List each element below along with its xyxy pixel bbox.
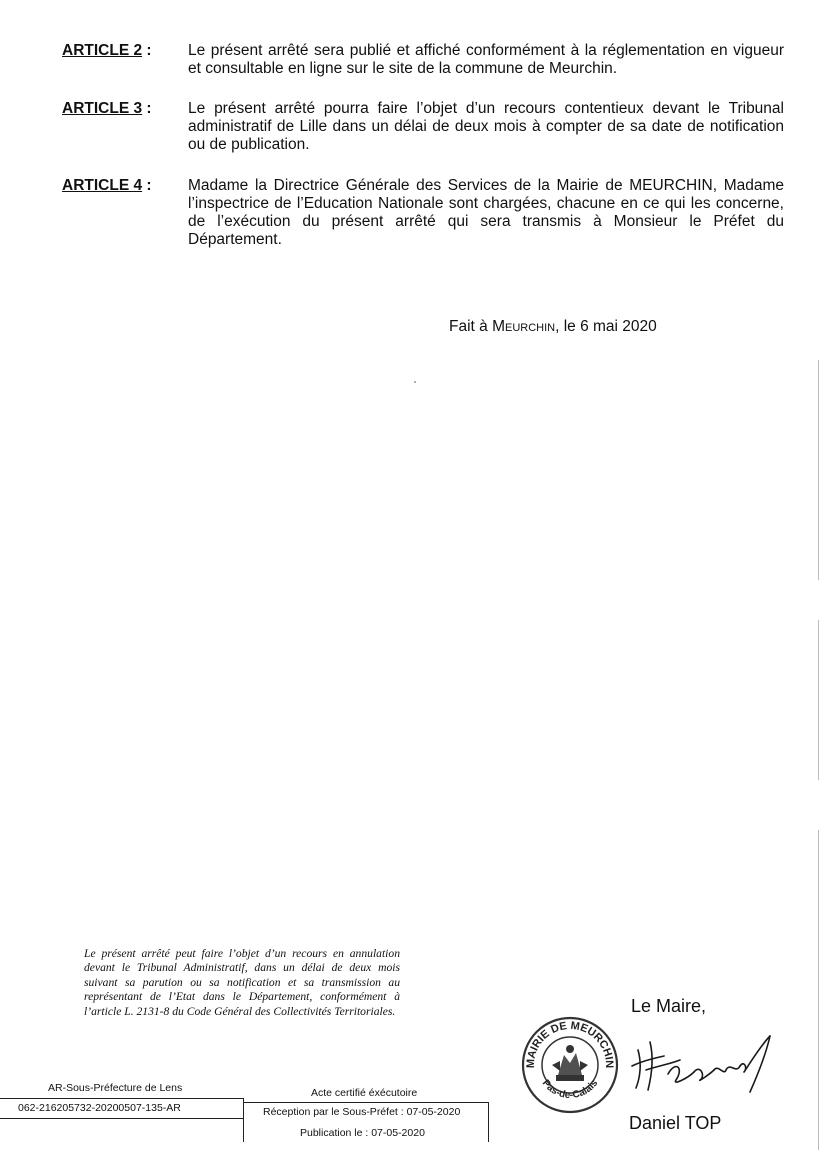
article-3-label: ARTICLE 3 : [62,100,152,117]
town-name: Meurchin [492,318,556,335]
cert-authority: AR-Sous-Préfecture de Lens [48,1082,183,1094]
article-4 [62,177,784,249]
scan-edge-mark [818,830,819,1150]
article-4-label: ARTICLE 4 : [62,177,152,194]
cert-reference: 062-216205732-20200507-135-AR [18,1102,181,1114]
place-date: Fait à Meurchin, le 6 mai 2020 [449,318,657,335]
scan-edge-mark [818,620,819,780]
article-2-label: ARTICLE 2 : [62,42,152,59]
article-3 [62,100,784,154]
article-4-text: Madame la Directrice Générale des Services de la Mairie de MEURCHIN, Madame l’inspectrice de l’Education Nationale sont chargées, chacune en ce qui les concerne, de l’exécution du présent arrêté qui sera transmis à Monsieur le Préfet du Département. [188,177,784,248]
appeal-notice: Le présent arrêté peut faire l’objet d’un recours en annulation devant le Tribunal Administratif, dans un délai de deux mois suivant sa parution ou sa notification et sa transmission au représentant de l’Etat dans le Département, conformément à l’article L. 2131-8 du Code Général des Collectivités Territoriales. [84,947,400,1018]
town-seal-stamp [520,1015,620,1115]
scan-edge-mark [818,360,819,580]
svg-text:MAIRIE DE MEURCHIN: MAIRIE DE MEURCHIN [524,1019,616,1069]
article-2 [62,42,784,78]
cert-divider [243,1098,244,1142]
cert-reception: Réception par le Sous-Préfet : 07-05-2020 [263,1106,461,1118]
mayor-title: Le Maire, [631,996,707,1016]
mayor-signature [628,1030,778,1100]
scan-speck [414,381,416,383]
cert-rule-right [488,1102,489,1142]
cert-rule-top-right [243,1102,489,1103]
cert-rule-top-left [0,1098,243,1099]
cert-rule-bottom-left [0,1118,243,1119]
cert-publication: Publication le : 07-05-2020 [300,1127,425,1139]
article-3-text: Le présent arrêté pourra faire l’objet d’un recours contentieux devant le Tribunal administratif de Lille dans un délai de deux mois à compter de sa date de notification ou de publication. [188,100,784,153]
article-2-text: Le présent arrêté sera publié et affiché conformément à la réglementation en vigueur et consultable en ligne sur le site de la commune de Meurchin. [188,42,784,77]
svg-text:Pas-de-Calais: Pas-de-Calais [539,1077,601,1102]
mayor-name: Daniel TOP [629,1113,722,1133]
cert-status: Acte certifié éxécutoire [311,1087,418,1099]
